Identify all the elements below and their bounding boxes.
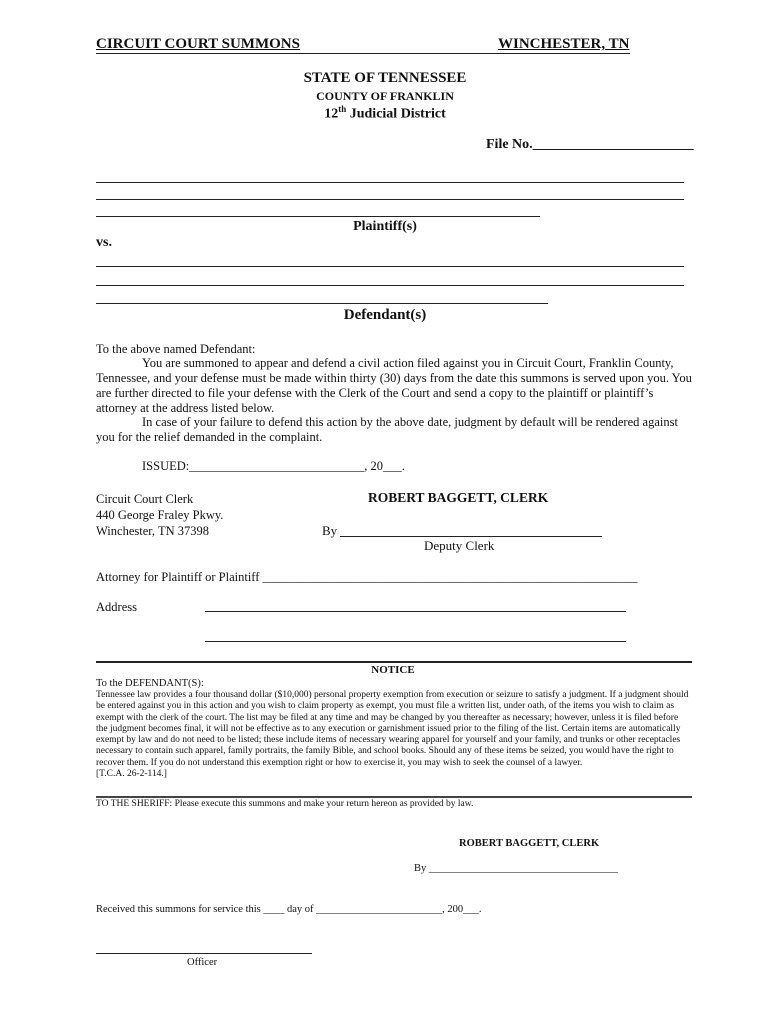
notice-salutation: To the DEFENDANT(S): <box>96 678 204 689</box>
notice-title: NOTICE <box>371 664 415 676</box>
by-label: By <box>322 523 338 538</box>
district-number: 12 <box>324 106 339 122</box>
received-service-field[interactable]: Received this summons for service this ____ day of ________________________, 200___. <box>96 904 482 915</box>
defendant-line-3[interactable] <box>96 303 548 304</box>
district-ordinal: th <box>338 104 347 114</box>
notice-citation: [T.C.A. 26-2-114.] <box>96 769 167 780</box>
officer-signature-line[interactable] <box>96 953 312 954</box>
clerk-name: ROBERT BAGGETT, CLERK <box>368 490 549 505</box>
plaintiffs-label: Plaintiff(s) <box>353 219 417 234</box>
clerk-address-line-3: Winchester, TN 37398 <box>96 524 209 538</box>
versus-label: vs. <box>96 235 112 250</box>
plaintiff-line-2[interactable] <box>96 199 684 200</box>
deputy-signature-line[interactable] <box>340 536 602 537</box>
file-number-field[interactable]: File No._______________________ <box>486 137 694 152</box>
form-title: CIRCUIT COURT SUMMONS <box>96 36 300 52</box>
deputy-clerk-label: Deputy Clerk <box>424 538 495 553</box>
notice-text <box>96 690 692 780</box>
notice-body: Tennessee law provides a four thousand dollar ($10,000) personal property exemption from execution or seizure to satisfy a judgment. If a judgment should be entered against you in this action and you wish to claim property as exempt, you must file a written list, under oath, of the items you wish to claim as exempt with the clerk of the court. The list may be filed at any time and may be changed by you thereafter as necessary; however, unless it is filed before the judgment becomes final, it will not be effective as to any execution or garnishment issued prior to the filing of the list. Certain items are automatically exempt by law and do not need to be listed; these include items of necessary wearing apparel for yourself and your family, and trunks or other receptacles necessary to contain such apparel, family portraits, the family Bible, and school books. Should any of these items be seized, you would have the right to recover them. If you do not understand this exemption right or how to exercise it, you may wish to seek the counsel of a lawyer. <box>96 690 689 768</box>
notice-bottom-rule <box>96 796 692 798</box>
form-location: WINCHESTER, TN <box>498 36 630 52</box>
county-heading: COUNTY OF FRANKLIN <box>316 89 454 103</box>
sheriff-instruction: TO THE SHERIFF: Please execute this summons and make your return hereon as provided by law. <box>96 799 474 809</box>
plaintiff-line-1[interactable] <box>96 182 684 183</box>
plaintiff-line-3[interactable] <box>96 216 540 217</box>
district-label: Judicial District <box>346 106 446 122</box>
default-judgment-paragraph: In case of your failure to defend this action by the above date, judgment by default will be rendered against you for the relief demanded in the complaint. <box>96 415 678 444</box>
address-label: Address <box>96 600 137 614</box>
address-line-2[interactable] <box>205 641 626 642</box>
clerk-address <box>96 491 223 539</box>
officer-label: Officer <box>187 957 218 968</box>
clerk-address-line-1: Circuit Court Clerk <box>96 492 194 506</box>
defendant-line-2[interactable] <box>96 285 684 286</box>
clerk-name-return: ROBERT BAGGETT, CLERK <box>459 838 600 849</box>
clerk-address-line-2: 440 George Fraley Pkwy. <box>96 508 224 522</box>
return-signature-field[interactable]: By ____________________________________ <box>414 863 618 874</box>
address-line-1[interactable] <box>205 611 626 612</box>
notice-top-rule <box>96 661 692 663</box>
defendants-label: Defendant(s) <box>343 307 427 323</box>
summons-paragraph: You are summoned to appear and defend a civil action filed against you in Circuit Court, Franklin County, Tennessee, and your defense must be made within thirty (30) days from the date this summons is served upon you. You are further directed to file your defense with the Clerk of the Court and send a copy to the plaintiff or plaintiff’s attorney at the address listed below. <box>96 356 692 415</box>
salutation: To the above named Defendant: <box>96 342 256 356</box>
issued-date-field[interactable]: ISSUED:____________________________, 20___. <box>142 459 405 473</box>
state-heading: STATE OF TENNESSEE <box>303 70 467 86</box>
attorney-field[interactable]: Attorney for Plaintiff or Plaintiff ____________________________________________________________ <box>96 570 638 584</box>
district-heading <box>0 104 770 123</box>
defendant-line-1[interactable] <box>96 266 684 267</box>
header-rule <box>96 53 630 54</box>
